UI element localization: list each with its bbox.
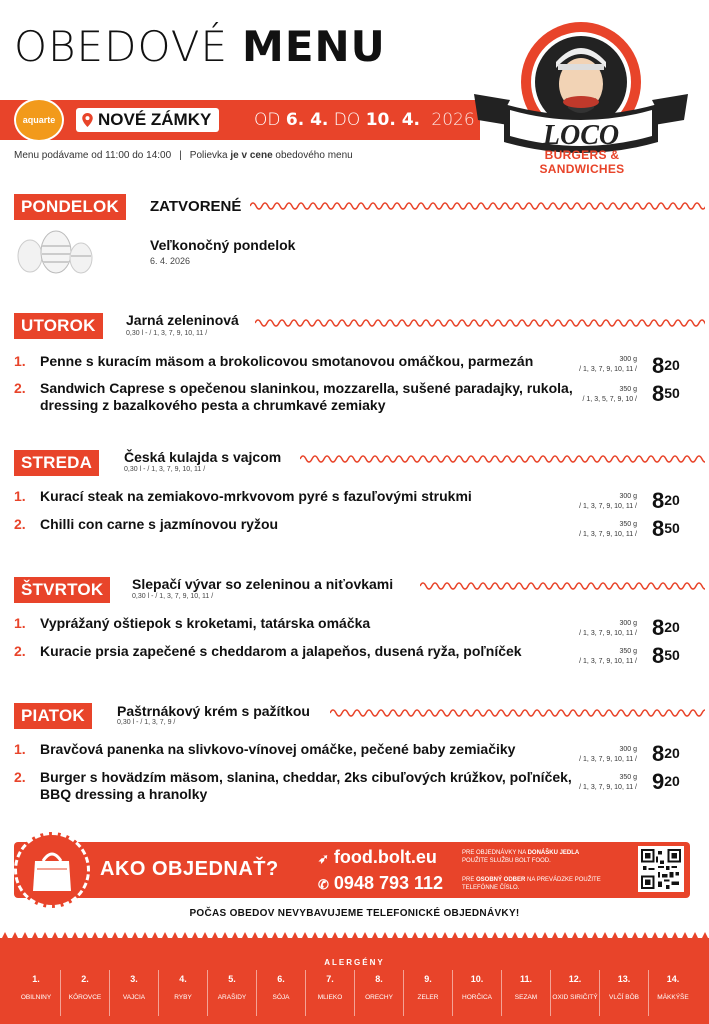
allergen-number: 12. xyxy=(568,974,582,984)
item-name: Penne s kuracím mäsom a brokolicovou smotanovou omáčkou, parmezán xyxy=(40,353,534,369)
item-meta xyxy=(579,619,637,639)
allergen-item xyxy=(600,970,649,1016)
city-badge xyxy=(76,108,219,132)
item-price: $8^{50}$ xyxy=(652,643,680,668)
allergen-item xyxy=(649,970,697,1016)
city-name: NOVÉ ZÁMKY xyxy=(98,110,212,129)
day-label: PIATOK xyxy=(14,703,92,729)
day-label: UTOROK xyxy=(14,313,103,339)
item-meta xyxy=(579,492,637,512)
item-meta xyxy=(579,773,637,793)
item-meta xyxy=(579,355,637,375)
allergen-number: 7. xyxy=(326,974,334,984)
item-allergens: / 1, 3, 7, 9, 10, 11 / xyxy=(579,531,637,538)
allergen-label: VLČÍ BÔB xyxy=(609,994,639,1001)
item-meta xyxy=(583,385,637,405)
allergen-item xyxy=(355,970,404,1016)
year: 2026 xyxy=(431,110,475,130)
wave-divider xyxy=(420,579,705,593)
day-label: ŠTVRTOK xyxy=(14,577,110,603)
wave-divider xyxy=(255,316,705,330)
to-date: 10. 4. xyxy=(365,110,421,130)
item-price: $8^{20}$ xyxy=(652,741,680,766)
phone-number[interactable]: ✆ 0948 793 112 xyxy=(318,873,444,893)
allergen-number: 5. xyxy=(228,974,236,984)
easter-eggs-icon xyxy=(8,226,98,278)
item-price: $8^{20}$ xyxy=(652,488,680,513)
allergen-item xyxy=(306,970,355,1016)
item-weight: 300 g xyxy=(619,356,637,363)
allergen-number: 9. xyxy=(424,974,432,984)
phone-order-warning: POČAS OBEDOV NEVYBAVUJEME TELEFONICKÉ OBJEDNÁVKY! xyxy=(189,908,520,919)
allergen-number: 11. xyxy=(519,974,532,984)
item-price: $9^{20}$ xyxy=(652,769,680,794)
allergen-number: 14. xyxy=(666,974,680,984)
bag-badge xyxy=(14,832,90,908)
item-allergens: / 1, 3, 7, 9, 10, 11 / xyxy=(579,784,637,791)
item-price: $8^{50}$ xyxy=(652,516,680,541)
allergen-item xyxy=(551,970,600,1016)
allergen-label: HORČICA xyxy=(462,994,492,1001)
item-number: 1. xyxy=(14,353,26,369)
allergen-item xyxy=(61,970,110,1016)
item-number: 2. xyxy=(14,643,26,659)
item-name: Chilli con carne s jazmínovou ryžou xyxy=(40,516,279,532)
allergen-number: 13. xyxy=(617,974,631,984)
allergen-label: OXID SIRIČITÝ xyxy=(552,994,598,1001)
soup-name: Jarná zeleninová xyxy=(126,312,239,328)
pickup-note: PRE OSOBNÝ ODBER NA PREVÁDZKE POUŽITE TELEFÓNNE ČÍSLO. xyxy=(462,877,601,891)
allergen-label: ORECHY xyxy=(365,994,393,1001)
holiday-date: 6. 4. 2026 xyxy=(150,256,191,266)
holiday-name: Veľkonočný pondelok xyxy=(150,237,296,253)
item-weight: 350 g xyxy=(619,521,637,528)
allergen-number: 6. xyxy=(277,974,285,984)
page-title xyxy=(14,22,386,71)
allergen-label: KÔROVCE xyxy=(68,994,102,1001)
cursor-icon: ➶ xyxy=(318,851,329,866)
takeaway-bag-icon xyxy=(17,835,87,905)
allergen-label: OBILNINY xyxy=(20,994,52,1001)
from-date: 6. 4. xyxy=(285,110,329,130)
item-weight: 300 g xyxy=(619,493,637,500)
item-price: $8^{50}$ xyxy=(652,381,680,406)
item-number: 1. xyxy=(14,615,26,631)
allergens-title: ALERGÉNY xyxy=(324,958,385,967)
allergen-number: 1. xyxy=(32,974,40,984)
item-name: Kurací steak na zemiakovo-mrkvovom pyré s fazuľovými strukmi xyxy=(40,488,472,504)
item-name: Burger s hovädzím mäsom, slanina, cheddar, 2ks cibuľových krúžkov, poľníček, BBQ dressing a hranolky xyxy=(40,769,572,802)
soup-allergens: 0,30 l - / 1, 3, 7, 9, 10, 11 / xyxy=(126,330,208,337)
soup-allergens: 0,30 l - / 1, 3, 7, 9 / xyxy=(117,719,176,726)
allergen-label: MÄKKÝŠE xyxy=(657,994,689,1001)
date-range: OD 6. 4. DO 10. 4. 2026 xyxy=(254,110,475,130)
qr-code-icon xyxy=(641,849,681,889)
item-weight: 300 g xyxy=(619,620,637,627)
item-number: 2. xyxy=(14,380,26,396)
allergen-number: 4. xyxy=(179,974,187,984)
wave-divider xyxy=(330,706,705,720)
item-allergens: / 1, 3, 7, 9, 10, 11 / xyxy=(579,630,637,637)
soup-allergens: 0,30 l - / 1, 3, 7, 9, 10, 11 / xyxy=(132,593,214,600)
day-monday: PONDELOK xyxy=(14,194,126,220)
allergen-item xyxy=(502,970,551,1016)
zigzag-edge xyxy=(0,930,709,942)
item-name: Vyprážaný oštiepok s kroketami, tatárska omáčka xyxy=(40,615,371,631)
loco-logo xyxy=(470,18,692,168)
allergen-label: MLIEKO xyxy=(317,994,343,1001)
item-weight: 350 g xyxy=(619,648,637,655)
item-number: 1. xyxy=(14,741,26,757)
title-light: OBEDOVÉ xyxy=(14,22,229,71)
item-number: 2. xyxy=(14,769,26,785)
day-label: STREDA xyxy=(14,450,99,476)
soup-name: Slepačí vývar so zeleninou a niťovkami xyxy=(132,576,394,592)
phone-icon: ✆ xyxy=(318,877,329,892)
allergen-item xyxy=(110,970,159,1016)
allergen-item xyxy=(257,970,306,1016)
item-name: Kuracie prsia zapečené s cheddarom a jalapeňos, dusená ryža, poľníček xyxy=(40,643,522,659)
item-meta xyxy=(579,520,637,540)
item-allergens: / 1, 3, 5, 7, 9, 10 / xyxy=(582,396,637,403)
item-weight: 350 g xyxy=(619,386,637,393)
qr-code[interactable] xyxy=(638,846,684,892)
allergen-item xyxy=(12,970,61,1016)
item-meta xyxy=(579,745,637,765)
acco-logo: aquarte xyxy=(14,98,64,142)
allergen-number: 8. xyxy=(375,974,383,984)
allergen-number: 3. xyxy=(130,974,138,984)
allergen-list xyxy=(12,970,697,1016)
allergen-label: ZELER xyxy=(417,994,439,1001)
location-pin-icon xyxy=(82,113,93,127)
item-weight: 350 g xyxy=(619,774,637,781)
item-name: Bravčová panenka na slivkovo-vínovej omáčke, pečené baby zemiačiky xyxy=(40,741,516,757)
item-number: 1. xyxy=(14,488,26,504)
wave-divider xyxy=(300,452,705,466)
allergen-label: RYBY xyxy=(174,994,192,1001)
allergen-label: VAJCIA xyxy=(122,994,146,1001)
bolt-link[interactable]: ➶ food.bolt.eu xyxy=(318,847,437,867)
item-allergens: / 1, 3, 7, 9, 10, 11 / xyxy=(579,658,637,665)
allergen-item xyxy=(404,970,453,1016)
logo-name: LOCO xyxy=(542,120,620,151)
item-meta xyxy=(579,647,637,667)
serving-info: Menu podávame od 11:00 do 14:00 | Polievka je v cene obedového menu xyxy=(14,150,353,161)
allergen-item xyxy=(208,970,257,1016)
soup-name: Česká kulajda s vajcom xyxy=(124,449,282,465)
wave-divider xyxy=(250,199,705,213)
allergen-label: ARAŠIDY xyxy=(217,994,247,1001)
item-name: Sandwich Caprese s opečenou slaninkou, mozzarella, sušené paradajky, rukola, dressing z bazalkového pesta a chrumkavé zemiaky xyxy=(40,380,573,413)
allergen-label: SEZAM xyxy=(514,994,538,1001)
item-allergens: / 1, 3, 7, 9, 10, 11 / xyxy=(579,366,637,373)
item-number: 2. xyxy=(14,516,26,532)
soup-allergens: 0,30 l - / 1, 3, 7, 9, 10, 11 / xyxy=(124,466,206,473)
soup-name: Paštrnákový krém s pažítkou xyxy=(117,703,310,719)
allergen-label: SÓJA xyxy=(272,994,290,1001)
title-bold: MENU xyxy=(242,22,386,71)
allergen-number: 10. xyxy=(470,974,484,984)
allergen-item xyxy=(453,970,502,1016)
item-weight: 300 g xyxy=(619,746,637,753)
logo-subtitle: BURGERS & SANDWICHES xyxy=(539,148,625,176)
item-price: $8^{20}$ xyxy=(652,353,680,378)
item-price: $8^{20}$ xyxy=(652,615,680,640)
order-title: AKO OBJEDNAŤ? xyxy=(100,858,279,880)
allergen-number: 2. xyxy=(81,974,89,984)
item-allergens: / 1, 3, 7, 9, 10, 11 / xyxy=(579,756,637,763)
item-allergens: / 1, 3, 7, 9, 10, 11 / xyxy=(579,503,637,510)
allergen-item xyxy=(159,970,208,1016)
closed-label: ZATVORENÉ xyxy=(150,198,242,215)
delivery-note: PRE OBJEDNÁVKY NA DONÁŠKU JEDLA POUŽITE SLUŽBU BOLT FOOD. xyxy=(462,850,580,864)
